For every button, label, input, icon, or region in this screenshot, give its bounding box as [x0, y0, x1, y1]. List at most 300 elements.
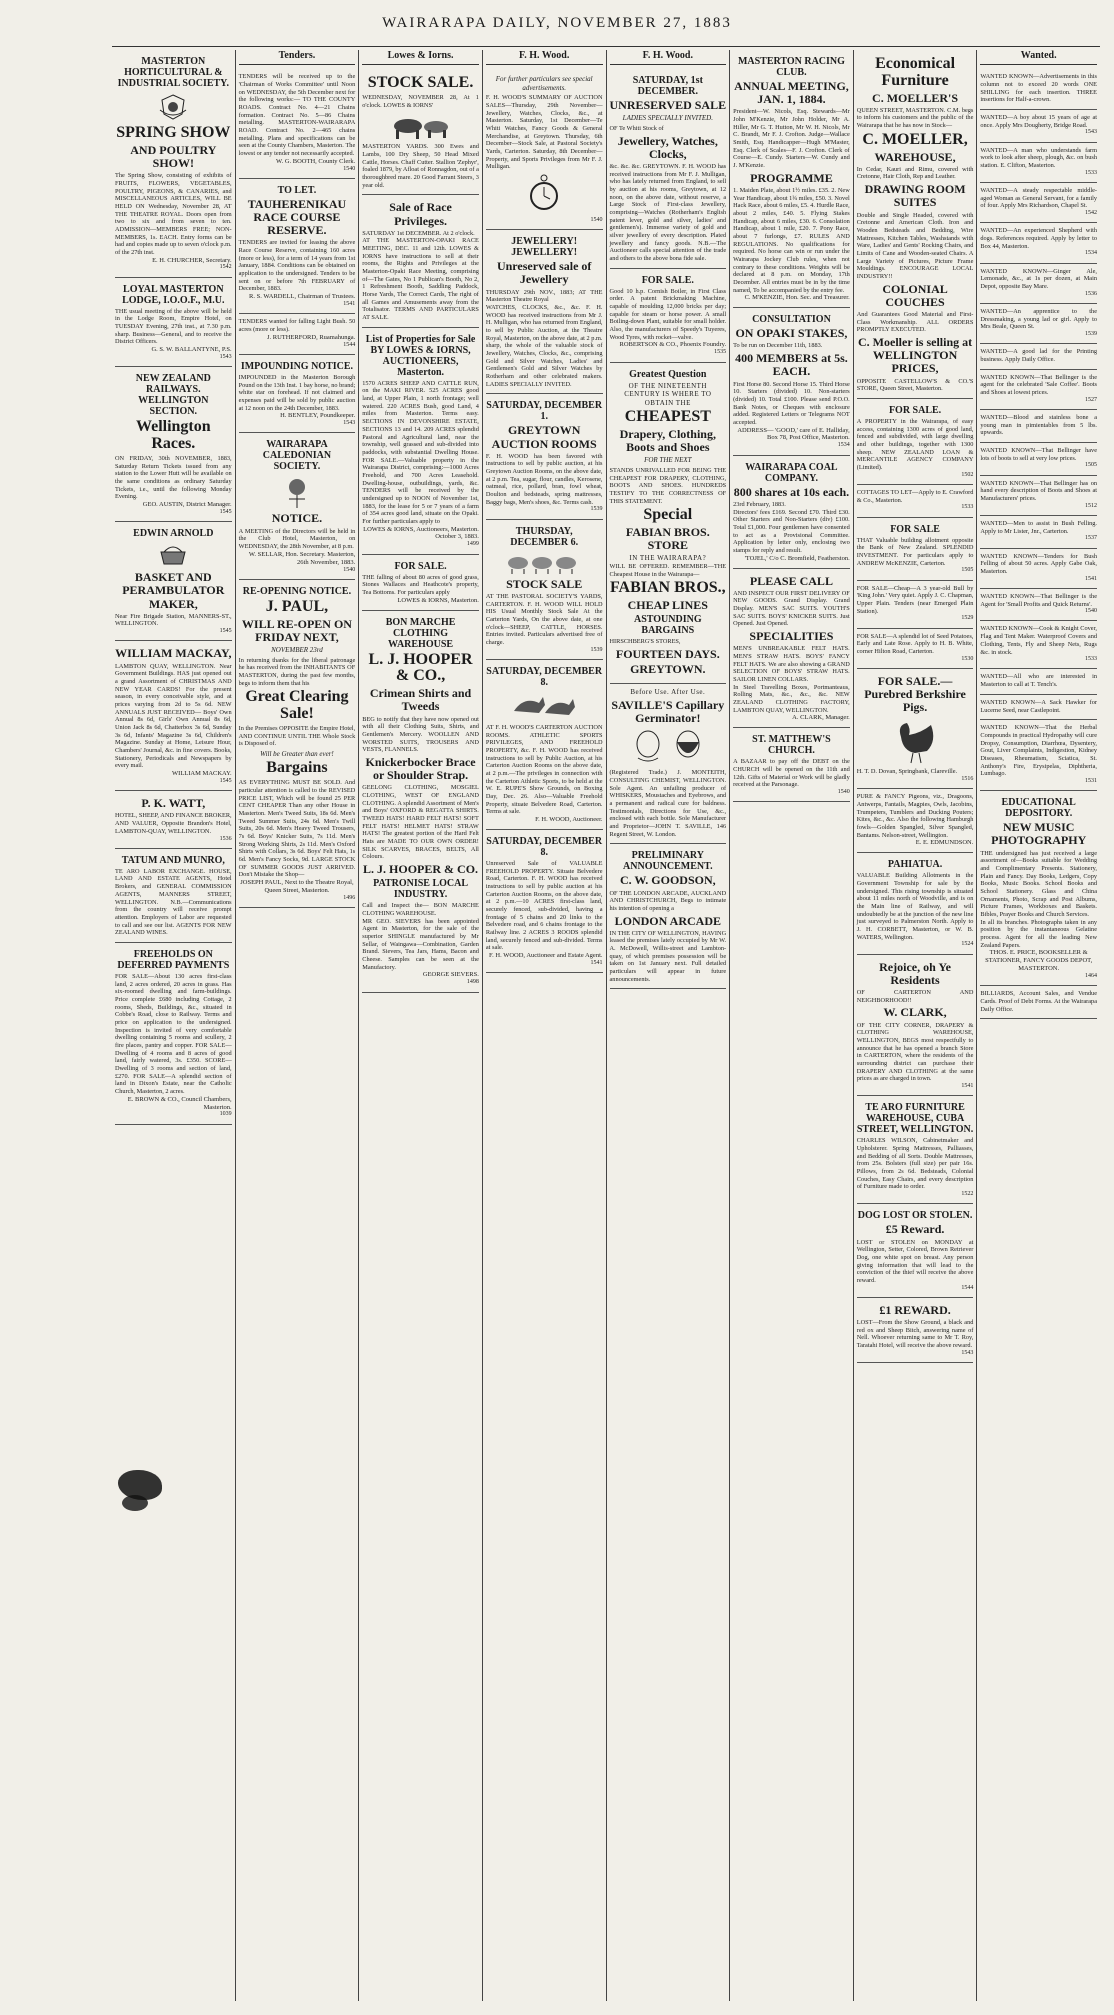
advertisement — [733, 728, 850, 802]
ad-signature: JOSEPH PAUL, Next to the Theatre Royal, Queen Street, Masterton. — [240, 878, 354, 894]
ad-sub: FOR THE NEXT — [644, 456, 692, 465]
advertisement — [857, 1204, 974, 1298]
ad-body: President—W. Nicols, Esq. Stewards—Mr John M'Kenzie, Mr John Holder, Mr A. Hiller, Mr G. T. Hutton, Mr W. H. Nicols, Mr C. Brandt, Mr F. J. Crofton. Judge—Wallace Smith, Esq. Handicapper—Hugh M'Master, Esq. Clerk of Scales—F. J. Crofton. Clerk of Course—E. Cundy. Starters—W. Cundy and J. M'Kenzie. — [733, 108, 850, 170]
ad-signature: E. BROWN & CO., Council Chambers, Masterton. — [127, 1095, 232, 1111]
advertisement — [486, 230, 603, 394]
ad-body: WANTED KNOWN—That the Herbal Compounds in practical Hydropathy will cure Dropsy, Consumption, Diarrhœa, Dysentery, Gout, Liver Complaints, Indigestion, Kidney Diseases, Rheumatism, Sciatica, St. Anthony's Fire, Erysipelas, Diphtheria, Lumbago. — [980, 724, 1097, 778]
heads-icon — [610, 728, 727, 766]
ad-signature: H. BENTLEY, Poundkeeper. — [280, 412, 356, 420]
ad-body: In the Premises OPPOSITE the Empire Hotel, AND CONTINUE UNTIL THE Whole Stock is Disposed of. — [238, 724, 356, 748]
advertisement — [239, 69, 356, 179]
sheep-icon — [486, 551, 603, 575]
ad-signature: ROBERTSON & CO., Phoenix Foundry. — [619, 341, 727, 349]
advertisement — [362, 555, 479, 611]
advertisement — [610, 269, 727, 363]
ad-big: Economical Furniture — [875, 55, 956, 89]
ad-body: WANTED KNOWN—Tenders for Bush Felling of about 50 acres. Apply Gabe Oak, Masterton. — [980, 552, 1097, 575]
ad-hd: TE ARO FURNITURE WAREHOUSE, CUBA STREET, WELLINGTON. — [856, 1102, 974, 1136]
ad-sub: Will be Greater than ever! — [260, 749, 334, 758]
ad-signature: W. G. BOOTH, County Clerk. — [276, 157, 356, 165]
ad-signature: A. CLARK, Manager. — [792, 714, 850, 722]
ad-body: WANTED KNOWN—Cook & Knight Cover, Flag and Tent Maker. Waterproof Covers and Clothing, Tents, Fly and Sheep Nets, Rugs &c. in stock. — [980, 625, 1097, 656]
ad-mid: FOURTEEN DAYS. — [615, 646, 720, 661]
ad-body: AT THE MASTERTON-OPAKI RACE MEETING, DEC. 11 and 12th. LOWES & IORNS have instructions to sell at their rooms, the Rights and Privileges at the Masterton-Opaki Race Meeting, comprising of—The Gates, No 1 Publican's Booth, No 2, 1 Refreshment Booth, Saddling Paddock, Horse Yards, The Correct Cards, The right of all Games and Amusements away from the Totalisator. TERMS AND PARTICULARS AT SALE. — [362, 237, 479, 322]
advertisement — [486, 69, 603, 230]
ad-number: 1540 — [343, 566, 356, 573]
advertisement — [857, 399, 974, 485]
ad-body: WANTED—A boy about 15 years of age at once. Apply Mrs Dougherty, Bridge Road. — [980, 113, 1097, 129]
advertisement — [980, 516, 1097, 549]
ad-mid: Knickerbocker Brace or Shoulder Strap. — [365, 754, 476, 783]
ad-hd: JEWELLERY! JEWELLERY! — [511, 236, 578, 259]
ad-body: WANTED—An experienced Shepherd with dogs. References required. Apply by letter to Box 44, Masterton. — [980, 227, 1097, 250]
advertisement — [980, 589, 1097, 622]
ad-mid: WILLIAM MACKAY, — [115, 646, 232, 661]
ad-big: SPRING SHOW — [116, 124, 231, 141]
ad-signature: R. S. WARDELL, Chairman of Trustees. — [249, 293, 356, 301]
ad-body: FOR SALE—About 130 acres first-class land, 2 acres ordered, 20 acres in grass. Has six-roomed dwelling and farm-buildings. Price complete £680 including Cottage, 2 rooms, Sheds, Buildings, &c., situated in Cobbe's Road, close to Railway. Terms and price on application to the undersigned. Inspection is invited of very comfortable dwelling containing 5 rooms and scullery, 2 fire places, pantry and copper. FOR SALE—Dwelling of 4 rooms and 8 acres of good land, fairly watered, 3s. £350. SCORE—Dwelling of 3 rooms and section of land, £270. FOR SALE—A splendid section of land in Dixon's Estate, near the Catholic Church, Masterton, 2 acres. — [115, 972, 232, 1095]
ad-hd: BON MARCHE CLOTHING WAREHOUSE — [385, 616, 456, 650]
ad-number: 1531 — [1085, 777, 1097, 784]
ad-smallcaps: OF THE NINETEENTH CENTURY IS WHERE TO OBTAIN THE — [624, 381, 712, 407]
ad-body: WILL BE OFFERED. REMEMBER—THE Cheapest House in the Wairarapa— — [609, 562, 727, 578]
ad-body: WANTED—A man who understands farm work to look after sheep, plough, &c. on bush station. E. Clifton, Masterton. — [980, 146, 1097, 169]
ink-blot — [122, 1495, 148, 1511]
ad-body: LAMBTON QUAY, WELLINGTON. Near Government Buildings. HAS just opened out a grand Assortment of CHRISTMAS AND NEW YEAR CARDS! For the present season, in every conceivable style, and at prices varying from 2d to 5s 6d. NEW ANNUALS JUST RECEIVED— Boys' Own Annual 8s 6d, Girls' Own Annual 8s 6d, Union Jack 8s 6d, Chatterbox 3s 6d, Sunday 3s 6d, Infants' Magazine 3s 6d, Children's Magazine. Sunday at Home, Leisure Hour, Chambers' Journal, &c. in fine covers. Books, Stationery, Periodicals and Newspapers by every mail. — [115, 662, 232, 770]
ad-hd: PATRONISE LOCAL INDUSTRY. — [373, 878, 469, 901]
ad-body: AS EVERYTHING MUST BE SOLD. And particular attention is called to the REVISED PRICE LIST, Which will be found 25 PER CENT CHEAPER Than any other House in Masterton. Men's Tweed Suits, 18s 6d. Men's Tweed Summer Suits, 24s 6d. Men's Twill Suits, 20s 6d. Men's Heavy Tweed Trousers, 7s 6d. Boys' Knicker Suits, 7s 11d. Men's Strong Working Shirts, 2s 11d. Men's Oxford Shirts with Collars, 3s 6d. Boys' Felt Hats, 1s 6d. Men's Fancy Socks, 9d. LARGE STOCK OF SUMMER GOODS JUST ARRIVED. Don't Mistake the Shop— — [238, 779, 356, 879]
ad-hd: CONSULTATION — [752, 314, 831, 326]
ad-body: WANTED KNOWN—That Bellinger has on hand every description of Boots and Shoes at Manufacturers' prices. — [980, 479, 1097, 502]
crest-icon — [115, 92, 232, 122]
ad-hd: SATURDAY, 1st DECEMBER. — [632, 75, 703, 98]
ad-body: A MEETING of the Directors will be held in the Club Hotel, Masterton, on WEDNESDAY, the 28th November, at 8 p.m. — [238, 527, 356, 551]
ad-body: OPPOSITE CASTELLOW'S & CO.'S STORE, Queen Street, Masterton. — [856, 377, 974, 393]
ad-body: Near Fire Brigade Station, MANNERS-ST., WELLINGTON. — [115, 612, 232, 628]
advertisement — [610, 684, 727, 844]
ad-number: 1039 — [219, 1111, 232, 1118]
ad-number: 1541 — [590, 959, 603, 966]
ad-body: PURE & FANCY Pigeons, viz., Dragoons, Antwerps, Fantails, Magpies, Owls, Jacobins, Trumpeters, Tumblers and Ducking Pouters; Kites, &c., &c. Also the following Hamburgh fowls—Golden Spangled, Silver Spangled, Bantams. Nelson-street, Wellington. — [856, 793, 974, 839]
ad-hd: List of Properties for Sale BY LOWES & IORNS, AUCTIONEERS, Masterton. — [365, 333, 476, 378]
advertisement — [980, 986, 1097, 1019]
ad-number: 1496 — [343, 894, 356, 901]
ad-body: WANTED—An apprentice to the Dressmaking, a young lad or girl. Apply to Mrs Beale, Queen St. — [980, 307, 1097, 331]
advertisement — [115, 849, 232, 943]
ad-signature: F. H. WOOD, Auctioneer and Estate Agent. — [489, 952, 603, 960]
columns — [112, 50, 1100, 2001]
ad-body: WATCHES, CLOCKS, &c., &c. F. H. WOOD has received instructions from Mr J. H. Mulligan, who has returned from England, to sell by Public Auction, at the Theatre Royal, Masterton, on the above date, at 2 p.m. sharp, the whole of the valuable stock of Jewellery, Watches, Clocks, &c., comprising Gold and Silver Watches, Ladies' and Gentlemen's Gold and Silver Watches by Rotherham and other celebrated makers. LADIES SPECIALLY INVITED. — [485, 304, 603, 388]
ad-body: 1570 ACRES SHEEP AND CATTLE RUN, on the MAKI RIVER. 525 ACRES good land, at Upper Plain, 1 north frontage; well watered. 220 ACRES Bush, good Land, 4 miles from Masterton. Terms easy. SECTIONS IN DEVONSHIRE ESTATE, SECTIONS 13 and 14. 209 ACRES splendid Pastoral and Agricultural land, near the township, well grassed and sub-divided into paddocks, with substantial Dwelling House. FOR SALE.—Valuable property in the Wairarapa District, comprising:—1000 Acres Freehold, and 700 Acres Leasehold. Dwelling-house, outbuildings, yards, &c. TENDERS will be received by the undersigned up to NOON of November 1st, 1883, for the lease for 5 or 7 years of a farm of 354 acres good land, situate on the Opaki. For further particulars apply to — [362, 379, 479, 525]
ad-mid: C. W. GOODSON, — [619, 873, 716, 888]
ad-body: The Spring Show, consisting of exhibits of FRUITS, FLOWERS, VEGETABLES, POULTRY, PIGEONS, & CANARIES, and MISCELLANEOUS ARTICLES, WILL BE HELD ON Wednesday, November 28, AT THE THEATRE ROYAL. Doors open from two to six and from seven to ten. ADMISSION—MEMBERS FREE; NON-MEMBERS, 1s. EACH. Entry forms can be had and copies made up to seven o'clock p.m. of the 27th inst. — [115, 172, 232, 256]
ad-body: AND INSPECT OUR FIRST DELIVERY OF NEW GOODS. Grand Display. Grand Display. MEN'S SAC SUITS. YOUTH'S SAC SUITS. BOYS' KNICKER SUITS. Just Opened. Just Opened. — [733, 589, 850, 628]
advertisement — [486, 394, 603, 519]
column-3 — [358, 50, 482, 2001]
ad-mid: 400 MEMBERS at 5s. EACH. — [735, 351, 848, 379]
ad-body: AT THE PASTORAL SOCIETY'S YARDS, CARTERTON. F. H. WOOD WILL HOLD HIS Usual Monthly Stock Sale At the Carterton Yards, On the above date, at one o'clock—SHEEP, CATTLE, HORSES. Entries invited. Particulars advertised free of charge. — [485, 592, 603, 646]
ad-mid: AND POULTRY SHOW! — [130, 142, 217, 170]
ad-big: CHEAPEST — [624, 408, 711, 426]
ad-body: WANTED KNOWN—That Bellinger is the agent for the celebrated 'Sale Coffee'. Boots and Shoes at lowest prices. — [980, 373, 1097, 396]
ad-body: THAT Valuable building allotment opposite the Bank of New Zealand. SPLENDID INVESTMENT. For particulars apply to ANDREW McKENZIE, Carterton. — [856, 536, 974, 567]
advertisement — [115, 943, 232, 1125]
ad-number: 1535 — [714, 349, 727, 356]
ad-mid: WILL RE-OPEN ON FRIDAY NEXT, — [241, 616, 352, 644]
ad-number: 1543 — [343, 420, 356, 427]
column-heading: Tenders. — [239, 50, 356, 65]
ad-body: ON FRIDAY, 30th NOVEMBER, 1883, Saturday Return Tickets issued from any station to the Lower Hutt will be available on the same conditions as ordinary Saturday Tickets, i.e., until the following Monday Evening. — [115, 454, 232, 501]
ad-smallcaps: Before Use. After Use. — [630, 688, 706, 697]
ad-mid: Unreserved sale of Jewellery — [496, 259, 592, 287]
advertisement — [980, 304, 1097, 344]
ad-hd: MASTERTON RACING CLUB. — [737, 56, 845, 78]
ad-sub: For further particulars see special advertisements. — [495, 75, 593, 92]
rooster-icon — [857, 717, 974, 765]
advertisement — [980, 370, 1097, 410]
ad-signature: J. RUTHERFORD, Ruamahunga. — [266, 333, 356, 341]
advertisement — [980, 143, 1097, 183]
ad-hd: Greatest Question — [629, 368, 707, 380]
ad-hd: NEW ZEALAND RAILWAYS. WELLINGTON SECTION. — [135, 373, 211, 418]
ad-number: 1534 — [1085, 250, 1097, 257]
advertisement — [857, 1096, 974, 1204]
advertisement — [857, 669, 974, 790]
ad-number: 1540 — [590, 216, 603, 223]
advertisement — [980, 720, 1097, 791]
advertisement — [486, 520, 603, 660]
ad-mid: 800 shares at 10s each. — [733, 484, 850, 499]
ad-mid: COLONIAL COUCHES — [882, 281, 948, 309]
advertisement — [362, 611, 479, 993]
advertisement — [239, 355, 356, 434]
ad-body: In Steel Travelling Boxes, Portmanteaus, Rolling Mats, &c., &c., &c. NEW ZEALAND CLOTHING FACTORY, LAMBTON QUAY, WELLINGTON. — [733, 683, 850, 714]
ad-body: BILLIARDS, Account Sales, and Vendue Cards. Proof of Debt Forms. At the Wairarapa Daily Office. — [980, 990, 1097, 1013]
ad-body: COTTAGES TO LET—Apply to E. Crawford & Co., Masterton. — [856, 488, 974, 504]
ad-body: WANTED—Men to assist in Bush Felling. Apply to Mr Lister, Jnr., Carterton. — [980, 519, 1097, 535]
advertisement — [610, 844, 727, 989]
column-6 — [729, 50, 853, 2001]
ad-mid: Crimean Shirts and Tweeds — [369, 686, 472, 714]
ad-body: A BAZAAR to pay off the DEBT on the CHURCH will be opened on the 11th and 12th. Gifts of Material or Work will be gladly received at the Parsonage. — [733, 758, 850, 789]
advertisement — [239, 580, 356, 908]
ad-mid: ANNUAL MEETING, JAN. 1, 1884. — [734, 79, 849, 107]
ad-body: WANTED KNOWN—A Sack Hawker for Lucerne Seed, near Castlepoint. — [980, 698, 1097, 714]
ad-number: 1544 — [343, 341, 356, 348]
advertisement — [980, 443, 1097, 476]
advertisement — [362, 69, 479, 195]
ad-body: THURSDAY 29th NOV., 1883; AT THE Masterton Theatre Royal — [485, 288, 603, 304]
ad-mid: Jewellery, Watches, Clocks, — [617, 133, 718, 161]
ad-mid: NEW MUSIC PHOTOGRAPHY — [991, 820, 1087, 848]
advertisement — [362, 328, 479, 555]
ad-number: 1505 — [1085, 462, 1097, 469]
ad-number: 1541 — [1085, 575, 1097, 582]
ad-hd: THURSDAY, DECEMBER 6. — [510, 525, 579, 548]
ad-number: 1502 — [961, 471, 974, 478]
ad-mid: BASKET AND PERAMBULATOR MAKER, — [122, 570, 225, 611]
advertisement — [115, 50, 232, 278]
advertisement — [733, 50, 850, 308]
ad-body: In returning thanks for the liberal patronage he has received from the INHABITANTS OF MASTERTON, during the past few months, begs to inform them that his — [238, 656, 356, 687]
advertisement — [980, 621, 1097, 669]
ad-mid: NOTICE. — [271, 511, 323, 526]
ad-hd: FOR SALE. — [394, 560, 447, 572]
ad-smallcaps: IN THE WAIRARAPA? — [629, 554, 707, 563]
ad-number: 1512 — [1085, 502, 1097, 509]
ad-hd: WAIRARAPA COAL COMPANY. — [745, 461, 838, 484]
ad-body: WANTED—Blood and stainless bone a young man in pimientables from 5 lbs. upwards. — [980, 413, 1097, 437]
ad-number: 1516 — [961, 776, 974, 783]
masthead — [0, 14, 1114, 44]
ad-number: 1530 — [961, 655, 974, 662]
ad-body: WEDNESDAY, NOVEMBER 28, At 1 o'clock. LOWES & IORNS' — [362, 93, 479, 109]
advertisement — [857, 581, 974, 629]
ad-body: 1. Maiden Plate, about 1½ miles. £35. 2. New Year Handicap, about 1¾ miles, £50. 3. Novel Hack Race, about 6 miles, £5. 4. Hurdle Race, about 2 miles, £40. 5. Flying Stakes Handicap, about 6 miles, £30. 6. Consolation Handicap, about 1 mile, £20. 7. Pony Race, about 7 furlongs, £7. RULES AND REGULATIONS. No qualifications for required. No horse can win or run under the Wairarapa Jockey Club rules, when not contrary to these conditions. Weights will be declared at 8 p.m. on Monday, 17th December. All entries must be in by the time named, To be accompanied by the entry fee. — [733, 186, 850, 294]
watch-icon — [486, 174, 603, 214]
masthead-title: WAIRARAPA DAILY, NOVEMBER 27, 1883 — [382, 15, 732, 31]
ad-body: WANTED—A steady respectable middle-aged Woman as General Servant, for a family of four. Apply Mrs Richardson, Chapel St. — [980, 186, 1097, 210]
advertisement — [980, 410, 1097, 443]
ad-hd: EDWIN ARNOLD — [133, 528, 214, 540]
ad-number: 1540 — [343, 165, 356, 172]
ad-mid: FABIAN BROS. STORE — [625, 525, 710, 553]
column-7 — [853, 50, 977, 2001]
ad-mid: GREYTOWN AUCTION ROOMS — [491, 423, 597, 451]
ad-hd: FREEHOLDS ON DEFERRED PAYMENTS — [117, 948, 230, 971]
ad-number: 1543 — [1085, 129, 1097, 136]
ad-body: IN THE CITY OF WELLINGTON, HAVING leased the premises lately occupied by Mr W. A. McDowell, Willis-street and Lambton-quay, of which premises possession will be taken on 1st January next. Full detailed particulars will appear in future announcements. — [609, 929, 727, 983]
ad-number: 1542 — [1085, 209, 1097, 216]
ad-body: WANTED KNOWN—Advertisements in this column not to exceed 20 words ONE SHILLING for each insertion. THREE insertions for Half-a-crown. — [980, 73, 1097, 104]
ad-body: OF Te Whiti Stock of — [609, 124, 664, 132]
ad-number: 1545 — [219, 508, 232, 515]
ad-body: H. T. D. Dovan, Springbank, Clareville. — [856, 768, 958, 776]
ad-body: WANTED—A good lad for the Printing business. Apply Daily Office. — [980, 348, 1097, 363]
ad-body: Good 10 h.p. Cornish Boiler, in First Class order. A patent Brickmaking Machine, capable of moulding 12,000 bricks per day; capable for steam or horse power. A small Boiling-down Plant, suitable for small holder. Also, the manufacturers of Speedy's Tuyeres, Wood Tyres, with rocket—valve. — [609, 287, 727, 341]
horses-icon — [486, 691, 603, 721]
ad-mid: C. Moeller is selling at WELLINGTON PRICES, — [858, 334, 973, 376]
ad-body: MEN'S UNBREAKABLE FELT HATS. MEN'S STRAW HATS. BOYS' FANCY FELT HATS. We are also showing a GRAND SELECTION OF BOYS' STRAW HATS. SAILOR LINEN COLLARS. — [733, 645, 850, 683]
advertisement — [239, 433, 356, 579]
advertisement — [857, 485, 974, 518]
ad-number: 1464 — [1085, 973, 1097, 980]
ad-mid: Drapery, Clothing, Boots and Shoes — [619, 427, 716, 455]
ad-number: 1539 — [1085, 330, 1097, 337]
advertisement — [980, 695, 1097, 720]
ad-body: LOST—From the Show Ground, a black and red ox and Sheep Bitch, answering name of Nell. Whoever returning same to Mr T. Roy, Taratahi Hotel, will receive the above reward. — [856, 1319, 974, 1350]
ad-hd: ASTOUNDING BARGAINS — [634, 614, 702, 637]
ad-number: 1527 — [1085, 396, 1097, 403]
ad-mid: C. MOELLER'S — [872, 90, 959, 105]
ad-body: OF THE CITY CORNER, DRAPERY & CLOTHING WAREHOUSE, WELLINGTON, BEGS most respectfully to announce that he has opened a branch Store in CARTERTON, where the residents of the surrounding district can purchase their DRAPERY AND CLOTHING at the same prices as are charged in town. — [856, 1021, 974, 1083]
ad-body: CHARLES WILSON, Cabinetmaker and Upholsterer. Spring Mattresses, Palliasses, and Bedding of all Sorts. Double Mattresses, from 25s. Bolsters (full size) per pair 16s. Pillows, from 2s 6d. Bedsteads, Colonial Couches, Easy Chairs, and every description of Furniture made to order. — [856, 1137, 974, 1191]
ad-body: AT F. H. WOOD'S CARTERTON AUCTION ROOMS. ATHLETIC SPORTS PRIVILEGES, AND FREEHOLD PROPERTY, &c. F. H. WOOD has received instructions to sell by Public Auction, at his Carterton Auction Rooms on the above date, at 2 p.m.—The privileges in connection with the Carterton Athletic Sports, to be held at the W. E. RUPE'S Show Grounds, on Boxing Day, Dec. 26. Also—Valuable Freehold Property, situate Belvedere Road, Carterton. Terms at sale. — [485, 723, 603, 816]
ad-big: L. J. HOOPER & CO., — [368, 650, 473, 685]
advertisement — [115, 367, 232, 522]
ad-body: A PROPERTY in the Wairarapa, of easy access, containing 1300 acres of good land, fenced and subdivided, with large dwelling and other buildings, together with 1300 sheep. NEW ZEALAND LOAN & MERCANTILE AGENCY COMPANY (Limited). — [856, 417, 974, 471]
ad-number: 1543 — [219, 354, 232, 361]
ad-mid: DRAWING ROOM SUITES — [864, 182, 966, 210]
ad-body: FOR SALE—A splendid lot of Seed Potatoes, Early and Late Rose. Apply to H. B. White, corner Hilton Road, Carterton. — [856, 632, 974, 655]
ad-body: SATURDAY 1st DECEMBER. At 2 o'clock. — [362, 229, 475, 237]
ad-body: TENDERS are invited for leasing the above Race Course Reserve, containing 160 acres (more or less), for a term of 14 years from 1st January, 1884. Conditions can be obtained on application to the undersigned. Tenders to be sent on or before 7th FEBRUARY of December, 1883. — [238, 239, 356, 293]
ad-hd: RE-OPENING NOTICE. — [242, 585, 352, 597]
ad-mid: CHEAP LINES — [627, 598, 708, 613]
ad-mid: ON OPAKI STAKES, — [735, 326, 848, 341]
ad-signature: GEORGE SIEVERS. — [422, 971, 479, 979]
ad-big: C. MOELLER, — [862, 130, 968, 148]
ad-signature: E. H. CHURCHER, Secretary. — [152, 256, 232, 264]
column-heading: F. H. Wood. — [610, 50, 727, 65]
ad-body: Double and Single Headed, covered with Cretonne and American Cloth. Iron and Wooden Bedsteads and Bedding, Wire Mattresses, Kitchen Tables, Washstands with Ware, Ladies' and Gents' Rocking Chairs, and Limits of Cane and Wooden-seated Chairs. A Large Variety of Pictures, Picture Frame Mouldings. ENCOURAGE LOCAL INDUSTRY!! — [856, 211, 974, 280]
ad-signature: LOWES & IORNS, Auctioneers, Masterton. October 3, 1883. — [363, 525, 479, 541]
ad-body: And Guarantees Good Material and First-Class Workmanship. ALL ORDERS PROMPTLY EXECUTED. — [856, 310, 974, 334]
ad-mid: UNRESERVED SALE — [609, 98, 727, 113]
ad-big: J. PAUL, — [265, 597, 329, 615]
ad-signature: GEO. AUSTIN, District Manager. — [142, 501, 232, 509]
ad-number: 1544 — [961, 1284, 974, 1291]
ad-number: 1545 — [219, 628, 232, 635]
ad-signature: ADDRESS— 'GOOD,' care of E. Halliday, Box 78, Post Office, Masterton. — [737, 426, 850, 442]
ad-body: Directors' fees £169. Second £70. Third £30. Other Starters and Non-Starters (div) £100. Total £1,000. Four gentlemen have consented to act as a Provisional Committee. Application by letter only, enclosing two stamps for reply and result. — [733, 508, 850, 554]
ad-body: THE usual meeting of the above will be held in the Lodge Room, Empire Hotel, on TUESDAY Evening, 27th inst., at 7.30 p.m. sharp. Business—General, and to receive the District Officers. — [115, 307, 232, 346]
ad-signature: W. SELLAR, Hon. Secretary. Masterton, 26th November, 1883. — [248, 550, 356, 566]
advertisement — [486, 830, 603, 973]
ad-body: WANTED KNOWN—That Bellinger is the Agent for 'Small Profits and Quick Returns'. — [980, 592, 1097, 608]
ad-number: 1533 — [1085, 656, 1097, 663]
ad-big: FABIAN BROS., — [609, 579, 726, 597]
advertisement — [610, 363, 727, 685]
ad-body: THE undersigned has just received a large assortment of—Books suitable for Wedding and Complimentary Presents. Stationery, Plain and Fancy. Day Books, Ledgers, Copy Books, Music Books. School Books and School Stationery. Glass and China Ornaments, Photo, Scrap and Post Albums, Picture Frames, Workboxes and Baskets. Bibles, Prayer Books and Church Services. — [980, 849, 1097, 918]
advertisement — [980, 110, 1097, 143]
advertisement — [980, 791, 1097, 986]
ad-hd: TO LET. — [277, 184, 317, 196]
thistle-icon — [239, 475, 356, 509]
ad-number: 1533 — [1085, 169, 1097, 176]
advertisement — [857, 853, 974, 954]
ad-body: IMPOUNDED in the Masterton Borough Pound on the 13th Inst. 1 bay horse, no brand; white star on forehead. If not claimed and expenses paid will be sold by public auction at 12 noon on the 24th December, 1883. — [238, 373, 356, 412]
ad-mid: PLEASE CALL — [749, 573, 833, 588]
ad-body: HOTEL, SHEEP, AND FINANCE BROKER, AND VALUER, Opposite Brandon's Hotel, LAMBTON-QUAY, WELLINGTON. — [115, 812, 232, 835]
ad-hd: DOG LOST OR STOLEN. — [857, 1210, 973, 1222]
ad-body: WANTED KNOWN—That Bellinger have lots of boots to sell at very low prices. — [980, 446, 1097, 462]
ad-number: 1529 — [961, 615, 974, 622]
ad-body: In all its branches. Photographs taken in any position by the instantaneous Gelatine process. Agent for all the leading New Zealand Papers. — [980, 918, 1097, 949]
ad-mid: £1 REWARD. — [879, 1302, 951, 1317]
advertisement — [486, 660, 603, 830]
ad-signature: LOWES & IORNS, Masterton. — [397, 596, 479, 604]
ad-hd: FOR SALE. — [888, 404, 942, 416]
ad-sub: LADIES SPECIALLY INVITED. — [622, 114, 713, 123]
ad-signature: G. S. W. BALLANTYNE, P.S. — [151, 346, 232, 354]
advertisement — [980, 669, 1097, 694]
ad-mid: P. K. WATT, — [141, 796, 206, 811]
ad-body: TENDERS wanted for falling Light Bush. 50 acres (more or less). — [238, 318, 356, 333]
ad-hd: ST. MATTHEW'S CHURCH. — [752, 734, 831, 757]
ad-number: 1536 — [219, 835, 232, 842]
column-4 — [482, 50, 606, 2001]
ad-mid: Sale of Race Privileges. — [389, 200, 452, 228]
ad-body: TE ARO LABOR EXCHANGE. HOUSE, LAND AND ESTATE AGENTS, Hotel Brokers, and GENERAL COMMISSION AGENTS, MANNERS STREET, WELLINGTON. N.B.—Communications from the country will receive prompt attention. Employers of Labor are requested to call and see our list. AGENTS FOR NEW ZEALAND WINES. — [115, 867, 232, 937]
advertisement — [610, 69, 727, 269]
ad-big: Great Clearing Sale! — [245, 688, 349, 723]
ad-mid: STOCK SALE — [506, 576, 583, 591]
ad-body: MR GEO. SIEVERS has been appointed Agent in Masterton, for the sale of the superior SHINGLE manufactured by Mr Sellar, of Waingawa—Combination, Garden Brand. Sievers, Tea Jars, Hams, Bacon and Cheese. Samples can be seen at the Manufactory. — [362, 917, 479, 971]
ad-hd: EDUCATIONAL DEPOSITORY. — [1001, 797, 1076, 820]
ad-mid: W. CLARK, — [883, 1005, 947, 1020]
ad-number: 1522 — [961, 1191, 974, 1197]
advertisement — [980, 223, 1097, 263]
advertisement — [239, 179, 356, 315]
ad-mid: TAUHERENIKAU RACE COURSE RESERVE. — [247, 196, 347, 238]
ad-body: OF THE LONDON ARCADE, AUCKLAND AND CHRISTCHURCH, Begs to intimate his intention of opening a — [609, 889, 727, 912]
ad-hd: TATUM AND MUNRO, — [121, 854, 225, 866]
ad-number: 1539 — [590, 646, 603, 653]
ad-body: (Registered Trade.) J. MONTEITH, CONSULTING CHEMIST, WELLINGTON. Sole Agent. An unfailing producer of WHISKERS, Moustaches and Eyebrows, and a permanent and radical cure for baldness. Testimonials, Directions for Use, &c., enclosed with each bottle. Sole Manufacturer and Proprietor—JOHN T. SAVILLE, 146 Regent Street, W. London. — [609, 769, 727, 838]
advertisement — [980, 344, 1097, 369]
ad-body: In Cedar, Kauri and Rimu, covered with Cretonne, Hair Cloth, Rep and Leather. — [856, 165, 974, 181]
ad-mid: GREYTOWN. — [630, 662, 706, 677]
ad-body: &c. &c. &c. GREYTOWN. F. H. WOOD has received instructions from Mr F. J. Mulligan, who has lately returned from England, to sell by auction at his rooms, Greytown, at 12 noon, on the above date, without reserve, a Large Stock of First-class Jewellery, comprising—Watches (Rotherham's English patent lever, gold and silver, ladies' and gentlemen's). Immense variety of gold and silver jewellery of every description. Plated jewellery and fancy goods. N.B.—The Auctioneer calls special attention of the trade and others to the above bona fide sale. — [609, 162, 727, 263]
advertisement — [980, 549, 1097, 589]
ad-mid: WAREHOUSE, — [874, 149, 956, 164]
advertisement — [980, 476, 1097, 516]
ad-body: STANDS UNRIVALLED FOR BEING THE CHEAPEST FOR DRAPERY, CLOTHING, BOOTS AND SHOES. HUNDREDS TESTIFY TO THE CORRECTNESS OF THIS STATEMENT. — [609, 466, 727, 505]
ad-body: MASTERTON YARDS. 300 Ewes and Lambs, 100 Dry Sheep, 50 Head Mixed Cattle, Horses. Chaff Cutter. Stallion 'Zephyr', foaled 1879, by Afloat of Ronnagdon, out of a thoroughbred mare. 20 Good Farrant Steers, 3 year old. — [362, 143, 479, 189]
advertisement — [857, 50, 974, 399]
column-5 — [606, 50, 730, 2001]
ad-body: To be run on December 11th, 1883. — [733, 342, 823, 350]
ad-sub: NOVEMBER 23rd — [271, 646, 323, 655]
advertisement — [857, 518, 974, 581]
cattle-icon — [362, 112, 479, 140]
ad-hd: WAIRARAPA CALEDONIAN SOCIETY. — [262, 439, 332, 473]
advertisement — [239, 314, 356, 355]
ad-body: F. H. WOOD'S SUMMARY OF AUCTION SALES—Thursday, 29th November—Jewellery, Watches, Clocks, &c., at Masterton. Saturday, 1st December—Te Whiti Watches, Fancy Goods & General Merchandise, at Greytown. Thursday, 6th December—Stock Sale, at Pastoral Society's Yards, Carterton. Saturday, 8th December—Property, and Sports Privileges from Mr F. J. Mulligan. — [485, 94, 603, 171]
ad-signature: WILLIAM MACKAY. — [172, 770, 232, 778]
ad-body: F. H. WOOD has been favored with instructions to sell by public auction, at his Greytown Auction Rooms, on the above date, at 2 p.m. Tea, sugar, flour, candles, Kerosene, oatmeal, rice, pollard, bran, fowl wheat, Doulton and bedsteads, spring mattresses, Baggy bags, Men's shoes, &c. Terms cash. — [485, 452, 603, 506]
ad-body: First Horse 80. Second Horse 15. Third Horse 10. Starters (divided) 10. Non-starters (divided) 10. Total £100. Please send P.O.O. Bank Notes, or Cheques with enclosure added. Registered Letters or Telegrams NOT accepted. — [733, 380, 850, 426]
ad-hd: LOYAL MASTERTON LODGE, I.O.O.F., M.U. — [122, 283, 225, 306]
ad-signature: C. M'KENZIE, Hon. Sec. and Treasurer. — [744, 294, 850, 302]
ad-body: HIRSCHBERG'S STORES, — [609, 638, 681, 646]
column-heading: Lowes & Iorns. — [362, 50, 479, 65]
basket-icon — [115, 542, 232, 568]
ad-big: Wellington Races. — [135, 418, 211, 453]
ad-heading: MASTERTON HORTICULTURAL & INDUSTRIAL SOCIETY. — [117, 56, 229, 89]
ad-number: 1524 — [961, 941, 974, 948]
ad-number: 1498 — [466, 979, 479, 986]
advertisement — [733, 569, 850, 729]
ad-hd: SATURDAY, DECEMBER 1. — [486, 400, 603, 423]
advertisement — [857, 629, 974, 669]
ad-hd: PRELIMINARY ANNOUNCEMENT. — [623, 850, 713, 873]
advertisement — [980, 183, 1097, 223]
ad-hd: SATURDAY, DECEMBER 8. — [486, 665, 603, 688]
ad-body: BEG to notify that they have now opened out with all their Clothing Suits, Shirts, and Gentlemen's Mercery. WOOLLEN AND WORSTED SUITS, TROUSERS AND VESTS, FLANNELS. — [362, 715, 479, 754]
advertisement — [115, 278, 232, 368]
ad-big: Special — [643, 506, 693, 524]
ad-hd: IMPOUNDING NOTICE. — [240, 360, 354, 372]
ad-mid: £5 Reward. — [885, 1222, 945, 1237]
masthead-rule — [112, 46, 1100, 47]
advertisement — [733, 456, 850, 569]
ad-number: 1541 — [343, 301, 356, 307]
ad-signature: F. H. WOOD, Auctioneer. — [535, 816, 603, 824]
ad-body: GEELONG CLOTHING, MOSGIEL CLOTHING, WEST OF ENGLAND CLOTHING. A splendid Assortment of Men's and Boys' OXFORD & REGATTA SHIRTS. TWEED HATS! HARD FELT HATS! SOFT FELT HATS! HELMET HATS! STRAW HATS! The greatest portion of the Hard Felt Hats are MADE TO OUR OWN ORDER! SILK SCARVES, BRACES, BELTS, All Colours. — [362, 784, 479, 861]
advertisement — [733, 308, 850, 455]
